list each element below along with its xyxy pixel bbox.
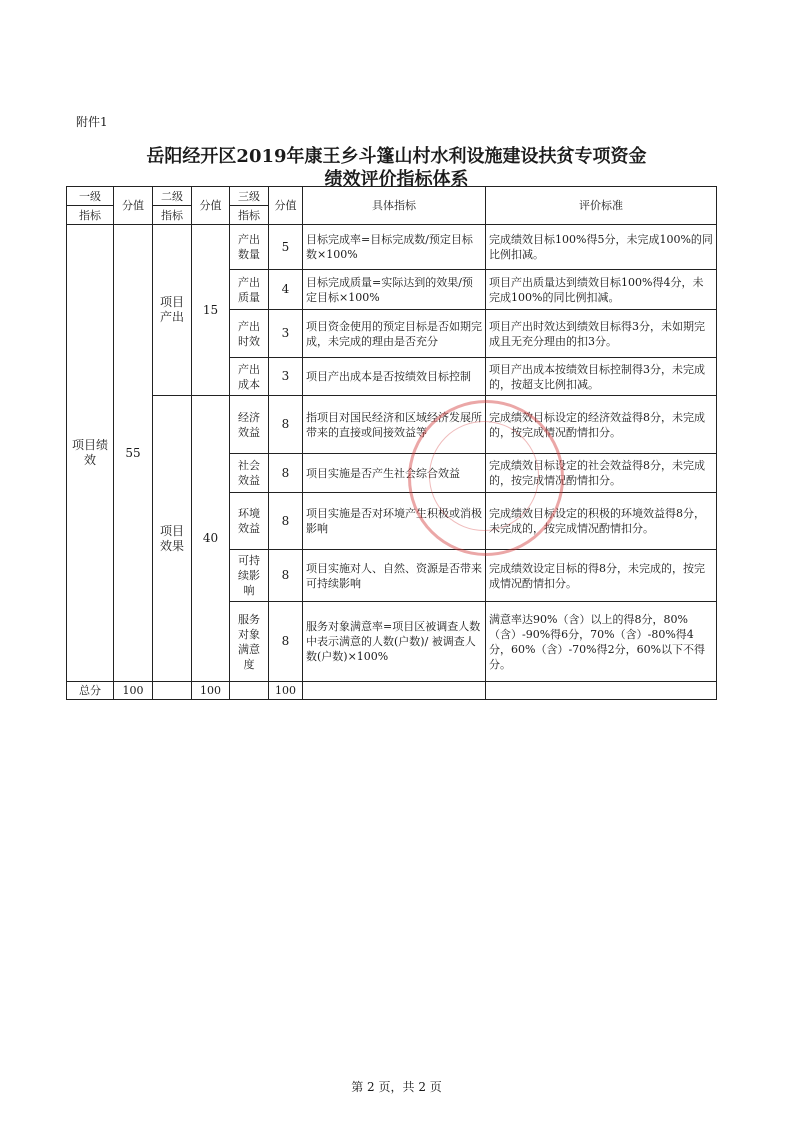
- criteria-cell: 完成绩效目标设定的经济效益得8分，未完成的，按完成情况酌情扣分。: [486, 396, 717, 454]
- empty-cell: [153, 682, 192, 700]
- total-score-level1: 100: [114, 682, 153, 700]
- header-row-top: [67, 187, 717, 206]
- level3-score: 3: [269, 310, 303, 358]
- level3-name: 社会效益: [230, 454, 269, 493]
- level3-name: 服务对象满意度: [230, 602, 269, 682]
- criteria-cell: 完成绩效目标设定的社会效益得8分，未完成的，按完成情况酌情扣分。: [486, 454, 717, 493]
- criteria-cell: 完成绩效目标设定的积极的环境效益得8分，未完成的，按完成情况酌情扣分。: [486, 493, 717, 550]
- criteria-cell: 项目产出质量达到绩效目标100%得4分，未完成100%的同比例扣减。: [486, 270, 717, 310]
- detail-cell: 目标完成率=目标完成数/预定目标数×100%: [303, 225, 486, 270]
- criteria-cell: 完成绩效设定目标的得8分，未完成的，按完成情况酌情扣分。: [486, 550, 717, 602]
- total-row: [67, 682, 717, 700]
- header-level2-sub: 指标: [153, 206, 192, 225]
- header-level1: 一级: [67, 187, 114, 206]
- empty-cell: [230, 682, 269, 700]
- level3-score: 8: [269, 396, 303, 454]
- level1-name: 项目绩效: [67, 225, 114, 682]
- header-score3: 分值: [269, 187, 303, 225]
- header-level1-sub: 指标: [67, 206, 114, 225]
- total-score-level3: 100: [269, 682, 303, 700]
- header-score: 分值: [114, 187, 153, 225]
- level3-score: 5: [269, 225, 303, 270]
- detail-cell: 服务对象满意率=项目区被调查人数中表示满意的人数(户数)/ 被调查人数(户数)×100%: [303, 602, 486, 682]
- criteria-cell: 项目产出成本按绩效目标控制得3分，未完成的，按超支比例扣减。: [486, 358, 717, 396]
- criteria-cell: 项目产出时效达到绩效目标得3分，未如期完成且无充分理由的扣3分。: [486, 310, 717, 358]
- level3-name: 环境效益: [230, 493, 269, 550]
- header-level3: 三级: [230, 187, 269, 206]
- header-score2: 分值: [192, 187, 230, 225]
- document-subtitle: 绩效评价指标体系: [324, 169, 469, 190]
- level3-name: 产出时效: [230, 310, 269, 358]
- level3-score: 8: [269, 602, 303, 682]
- level3-name: 产出成本: [230, 358, 269, 396]
- level1-score: 55: [114, 225, 153, 682]
- total-score-level2: 100: [192, 682, 230, 700]
- level3-score: 3: [269, 358, 303, 396]
- detail-cell: 项目产出成本是否按绩效目标控制: [303, 358, 486, 396]
- group-score: 15: [192, 225, 230, 396]
- header-detail: 具体指标: [303, 187, 486, 225]
- criteria-cell: 满意率达90%（含）以上的得8分，80%（含）-90%得6分，70%（含）-80%得4分，60%（含）-70%得2分，60%以下不得分。: [486, 602, 717, 682]
- indicator-table: [66, 186, 717, 700]
- table-row: [67, 225, 717, 270]
- detail-cell: 项目实施是否对环境产生积极或消极影响: [303, 493, 486, 550]
- level3-score: 8: [269, 550, 303, 602]
- group-name: 项目效果: [153, 396, 192, 682]
- detail-cell: 项目实施是否产生社会综合效益: [303, 454, 486, 493]
- level3-name: 产出质量: [230, 270, 269, 310]
- group-score: 40: [192, 396, 230, 682]
- page-footer: 第 2 页，共 2 页: [351, 1080, 442, 1094]
- level3-name: 可持续影响: [230, 550, 269, 602]
- header-criteria: 评价标准: [486, 187, 717, 225]
- total-label: 总分: [67, 682, 114, 700]
- empty-cell: [303, 682, 486, 700]
- level3-score: 8: [269, 493, 303, 550]
- attachment-label: 附件1: [76, 115, 108, 129]
- level3-name: 产出数量: [230, 225, 269, 270]
- level3-name: 经济效益: [230, 396, 269, 454]
- group-name: 项目产出: [153, 225, 192, 396]
- header-level3-sub: 指标: [230, 206, 269, 225]
- table-row: [67, 396, 717, 454]
- level3-score: 4: [269, 270, 303, 310]
- document-title: 岳阳经开区2019年康王乡斗篷山村水利设施建设扶贫专项资金: [146, 146, 647, 167]
- detail-cell: 目标完成质量=实际达到的效果/预定目标×100%: [303, 270, 486, 310]
- empty-cell: [486, 682, 717, 700]
- level3-score: 8: [269, 454, 303, 493]
- detail-cell: 指项目对国民经济和区域经济发展所带来的直接或间接效益等: [303, 396, 486, 454]
- criteria-cell: 完成绩效目标100%得5分，未完成100%的同比例扣减。: [486, 225, 717, 270]
- header-level2: 二级: [153, 187, 192, 206]
- detail-cell: 项目实施对人、自然、资源是否带来可持续影响: [303, 550, 486, 602]
- detail-cell: 项目资金使用的预定目标是否如期完成，未完成的理由是否充分: [303, 310, 486, 358]
